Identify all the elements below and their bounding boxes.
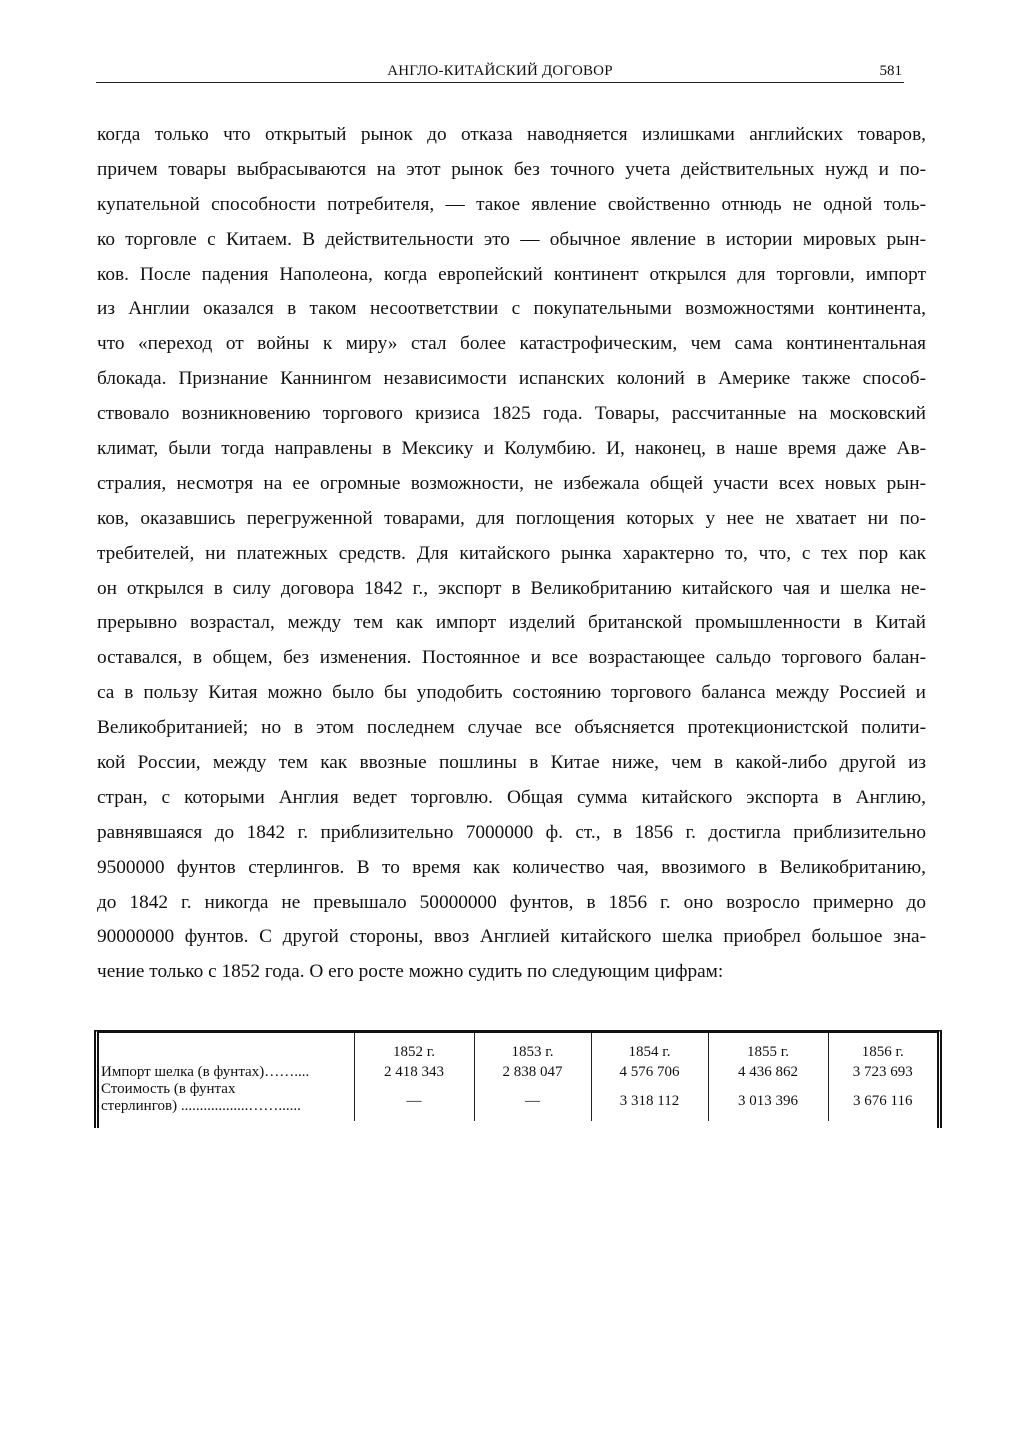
row-label-line: Стоимость (в фунтах xyxy=(101,1081,236,1097)
table-cell: 3 318 112 xyxy=(591,1081,708,1121)
text-line: когда только что открытый рынок до отказа наводняется излишками английских товаров, xyxy=(97,124,926,145)
year-header: 1852 г. xyxy=(354,1033,474,1061)
row-label-silk-import: Импорт шелка (в фунтах)…….... xyxy=(101,1064,310,1080)
year-header: 1854 г. xyxy=(591,1033,708,1061)
text-line: до 1842 г. никогда не превышало 50000000 фунтов, в 1856 г. оно возросло примерно до xyxy=(97,891,926,913)
silk-import-table xyxy=(94,1030,942,1128)
text-line: что «переход от войны к миру» стал более катастрофическим, чем сама континентальная xyxy=(97,333,926,355)
text-line: стралия, несмотря на ее огромные возможности, не избежала общей участи всех новых рын- xyxy=(97,472,926,494)
text-line: ков, оказавшись перегруженной товарами, для поглощения которых у нее не хватает ни по- xyxy=(97,507,926,529)
text-line: ков. После падения Наполеона, когда европейский континент открылся для торговли, импорт xyxy=(97,263,926,285)
text-line: кой России, между тем как ввозные пошлины в Китае ниже, чем в какой-либо другой из xyxy=(97,752,926,774)
text-line: стран, с которыми Англия ведет торговлю. Общая сумма китайского экспорта в Англию, xyxy=(97,786,926,808)
table-row xyxy=(99,1061,937,1081)
text-line: из Англии оказался в таком несоответствии с покупательными возможностями континента, xyxy=(97,298,926,320)
text-line: он открылся в силу договора 1842 г., экспорт в Великобританию китайского чая и шелка не- xyxy=(97,577,926,599)
text-line: равнявшаяся до 1842 г. приблизительно 7000000 ф. ст., в 1856 г. достигла приблизительно xyxy=(97,821,926,843)
text-line: ствовало возникновению торгового кризиса 1825 года. Товары, рассчитанные на московский xyxy=(97,403,926,425)
table-cell: — xyxy=(474,1081,591,1121)
table-row xyxy=(99,1081,937,1121)
text-line: требителей, ни платежных средств. Для китайского рынка характерно то, что, с тех пор как xyxy=(97,542,926,564)
text-line: купательной способности потребителя, — такое явление свойственно отнюдь не одной толь- xyxy=(97,193,926,215)
text-line: причем товары выбрасываются на этот рынок без точного учета действительных нужд и по- xyxy=(97,158,926,180)
text-line: Великобританией; но в этом последнем случае все объясняется протекционистской полити- xyxy=(97,717,926,739)
text-line: климат, были тогда направлены в Мексику и Колумбию. И, наконец, в наше время даже Ав- xyxy=(97,438,926,460)
text-line: 9500000 фунтов стерлингов. В то время как количество чая, ввозимого в Великобританию, xyxy=(97,856,926,878)
text-line: оставался, в общем, без изменения. Постоянное и все возрастающее сальдо торгового балан- xyxy=(97,647,926,669)
table-cell: — xyxy=(354,1081,474,1121)
text-line: блокада. Признание Каннингом независимости испанских колоний в Америке также способ- xyxy=(97,368,926,390)
page-number: 581 xyxy=(879,63,902,79)
running-title: АНГЛО-КИТАЙСКИЙ ДОГОВОР xyxy=(387,63,613,79)
table-cell: 4 436 862 xyxy=(708,1061,828,1081)
body-text xyxy=(97,118,926,990)
row-label-line: стерлингов) ..................……...... xyxy=(101,1098,301,1114)
text-line: 90000000 фунтов. С другой стороны, ввоз Англией китайского шелка приобрел большое зна- xyxy=(97,926,926,948)
running-header xyxy=(96,60,904,83)
table-corner-cell xyxy=(99,1033,354,1061)
text-line: ко торговле с Китаем. В действительности это — обычное явление в истории мировых рын- xyxy=(97,228,926,250)
text-line: чение только с 1852 года. О его росте можно судить по следующим цифрам: xyxy=(97,961,724,983)
text-line: са в пользу Китая можно было бы уподобить состоянию торгового баланса между Россией и xyxy=(97,682,926,704)
row-label-value xyxy=(99,1081,354,1121)
table-cell: 3 723 693 xyxy=(828,1061,937,1081)
year-header: 1856 г. xyxy=(828,1033,937,1061)
table-cell: 3 676 116 xyxy=(828,1081,937,1121)
table-cell: 2 838 047 xyxy=(474,1061,591,1081)
table-cell: 2 418 343 xyxy=(354,1061,474,1081)
text-line: прерывно возрастал, между тем как импорт изделий британской промышленности в Китай xyxy=(97,612,926,634)
year-header: 1855 г. xyxy=(708,1033,828,1061)
year-header: 1853 г. xyxy=(474,1033,591,1061)
table-cell: 3 013 396 xyxy=(708,1081,828,1121)
data-table xyxy=(99,1033,937,1121)
table-cell: 4 576 706 xyxy=(591,1061,708,1081)
table-header-row xyxy=(99,1033,937,1061)
